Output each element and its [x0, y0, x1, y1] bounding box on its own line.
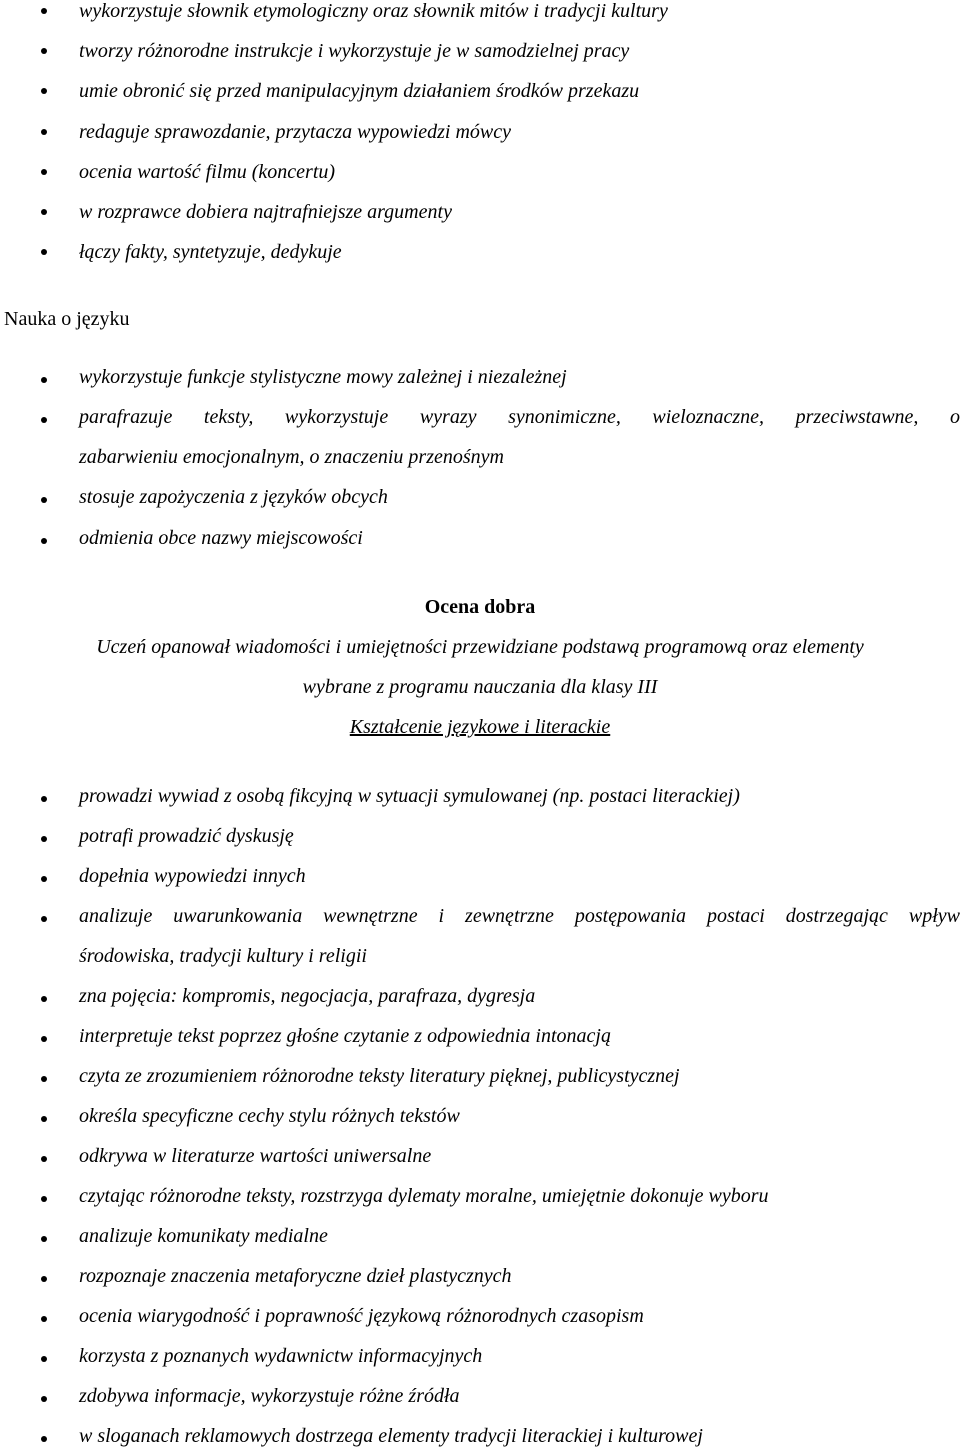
- bullet-icon: [41, 497, 47, 503]
- bullet-icon: [41, 1316, 47, 1322]
- bullet-icon: [41, 876, 47, 882]
- bullet-icon: [41, 1276, 47, 1282]
- list-item: wykorzystuje funkcje stylistyczne mowy zależnej i niezależnej: [79, 366, 567, 388]
- list-item: ocenia wartość filmu (koncertu): [79, 161, 336, 183]
- list-item: stosuje zapożyczenia z języków obcych: [79, 486, 388, 508]
- list-item: parafrazuje teksty, wykorzystuje wyrazy synonimiczne, wieloznaczne, przeciwstawne, o: [79, 406, 960, 428]
- bullet-icon: [41, 1396, 47, 1402]
- list-item: interpretuje tekst poprzez głośne czytanie z odpowiednia intonacją: [79, 1025, 611, 1047]
- list-item: w rozprawce dobiera najtrafniejsze argumenty: [79, 201, 452, 223]
- list-item: ocenia wiarygodność i poprawność językową różnorodnych czasopism: [79, 1305, 644, 1327]
- bullet-icon: [41, 538, 47, 544]
- bullet-icon: [41, 8, 47, 14]
- list-item: umie obronić się przed manipulacyjnym działaniem środków przekazu: [79, 80, 640, 102]
- list-item-continuation: zabarwieniu emocjonalnym, o znaczeniu przenośnym: [79, 446, 504, 468]
- bullet-icon: [41, 377, 47, 383]
- list-item: redaguje sprawozdanie, przytacza wypowiedzi mówcy: [79, 121, 512, 143]
- list-item: określa specyficzne cechy stylu różnych tekstów: [79, 1105, 460, 1127]
- bullet-icon: [41, 169, 47, 175]
- intro-text: wybrane z programu nauczania dla klasy III: [302, 676, 658, 698]
- list-item: w sloganach reklamowych dostrzega elementy tradycji literackiej i kulturowej: [79, 1425, 703, 1447]
- bullet-icon: [41, 1196, 47, 1202]
- list-item: łączy fakty, syntetyzuje, dedykuje: [79, 241, 342, 263]
- bullet-icon: [41, 1076, 47, 1082]
- list-item: zdobywa informacje, wykorzystuje różne źródła: [79, 1385, 460, 1407]
- intro-text: Uczeń opanował wiadomości i umiejętności przewidziane podstawą programową oraz elementy: [96, 636, 864, 658]
- list-item: zna pojęcia: kompromis, negocjacja, parafraza, dygresja: [79, 985, 536, 1007]
- list-item: odmienia obce nazwy miejscowości: [79, 527, 363, 549]
- list-item: korzysta z poznanych wydawnictw informacyjnych: [79, 1345, 483, 1367]
- list-item-continuation: środowiska, tradycji kultury i religii: [79, 945, 367, 967]
- list-item: odkrywa w literaturze wartości uniwersalne: [79, 1145, 432, 1167]
- bullet-icon: [41, 209, 47, 215]
- list-item: dopełnia wypowiedzi innych: [79, 865, 306, 887]
- bullet-icon: [41, 88, 47, 94]
- list-item: potrafi prowadzić dyskusję: [79, 825, 294, 847]
- bullet-icon: [41, 996, 47, 1002]
- bullet-icon: [41, 1436, 47, 1442]
- list-item: prowadzi wywiad z osobą fikcyjną w sytuacji symulowanej (np. postaci literackiej): [79, 785, 740, 807]
- bullet-icon: [41, 1156, 47, 1162]
- list-item: rozpoznaje znaczenia metaforyczne dzieł plastycznych: [79, 1265, 512, 1287]
- bullet-icon: [41, 129, 47, 135]
- section-heading: Nauka o języku: [4, 308, 130, 330]
- bullet-icon: [41, 1116, 47, 1122]
- bullet-icon: [41, 916, 47, 922]
- subsection-title: Kształcenie językowe i literackie: [349, 716, 611, 738]
- list-item: czytając różnorodne teksty, rozstrzyga dylematy moralne, umiejętnie dokonuje wyboru: [79, 1185, 769, 1207]
- list-item: wykorzystuje słownik etymologiczny oraz słownik mitów i tradycji kultury: [79, 0, 668, 22]
- bullet-icon: [41, 249, 47, 255]
- bullet-icon: [41, 836, 47, 842]
- bullet-icon: [41, 417, 47, 423]
- bullet-icon: [41, 1236, 47, 1242]
- bullet-icon: [41, 796, 47, 802]
- bullet-icon: [41, 1036, 47, 1042]
- bullet-icon: [41, 1356, 47, 1362]
- list-item: czyta ze zrozumieniem różnorodne teksty literatury pięknej, publicystycznej: [79, 1065, 680, 1087]
- bullet-icon: [41, 48, 47, 54]
- list-item: analizuje uwarunkowania wewnętrzne i zewnętrzne postępowania postaci dostrzegając wpływ: [79, 905, 960, 927]
- list-item: tworzy różnorodne instrukcje i wykorzystuje je w samodzielnej pracy: [79, 40, 630, 62]
- list-item: analizuje komunikaty medialne: [79, 1225, 328, 1247]
- grade-title: Ocena dobra: [424, 596, 536, 618]
